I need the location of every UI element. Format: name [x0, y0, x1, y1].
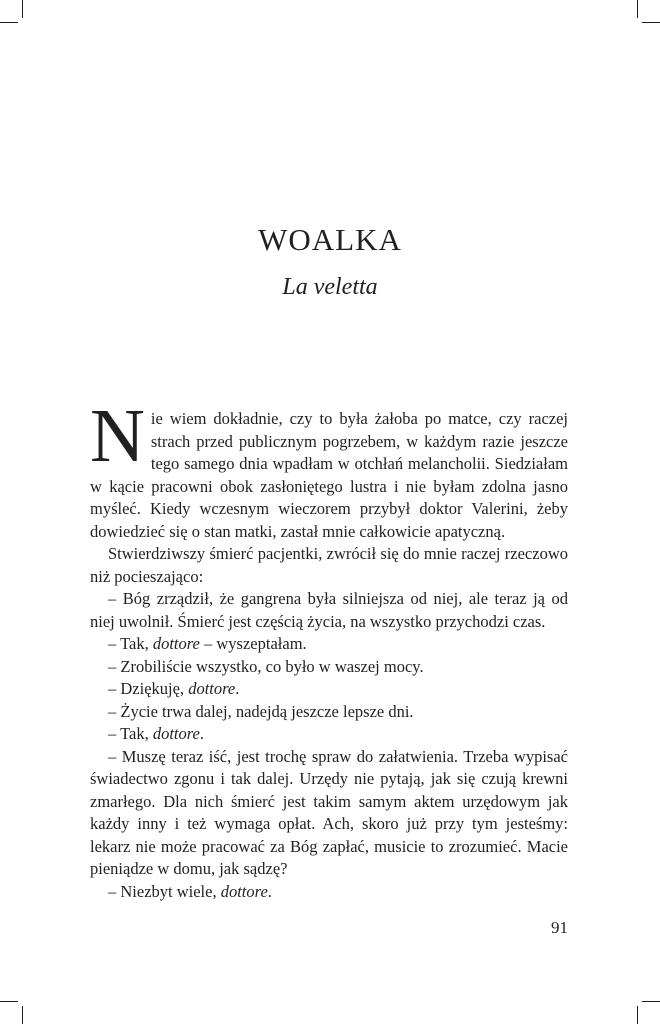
- paragraph-4-em: dottore: [152, 634, 200, 653]
- page-number: 91: [551, 918, 568, 937]
- crop-mark-bottom-right-h: [642, 1001, 660, 1002]
- crop-mark-top-left: [22, 0, 23, 18]
- paragraph-9: – Muszę teraz iść, jest trochę spraw do załatwienia. Trzeba wypisać świadectwo zgonu i tak dalej. Urzędy nie pytają, jak się czują krewni zmarłego. Dla nich śmierć jest takim samym aktem urzędowym jak każdy inny i też wymaga opłat. Ach, skoro już przy tym jesteśmy: lekarz nie może pracować za Bóg zapłać, musicie to zrozumieć. Macie pieniądze w domu, jak sądzę?: [90, 746, 568, 878]
- paragraph-5: – Zrobiliście wszystko, co było w waszej mocy.: [108, 656, 424, 676]
- paragraph-6-pre: – Dziękuję,: [108, 679, 189, 698]
- chapter-title: WOALKA: [258, 222, 402, 257]
- chapter-body: [90, 394, 568, 903]
- paragraph-10-post: .: [267, 881, 272, 901]
- paragraph-4-post: – wyszeptałam.: [199, 634, 307, 653]
- paragraph-8-pre: – Tak,: [108, 724, 153, 743]
- paragraph-1: [90, 394, 568, 543]
- paragraph-10-pre: – Niezbyt wiele,: [108, 881, 221, 901]
- crop-mark-bottom-left-h: [0, 1001, 18, 1002]
- paragraph-10: [90, 881, 568, 904]
- paragraph-4: [90, 633, 568, 656]
- paragraph-4-pre: – Tak,: [108, 634, 153, 653]
- crop-mark-top-left-h: [0, 22, 18, 23]
- paragraph-1-text: ie wiem dokładnie, czy to była żałoba po matce, czy raczej strach przed publicznym pogrzebem, w każdym razie jeszcze tego samego dnia wpadłam w otchłań melancholii. Siedziałam w kącie pracowni obok zasłoniętego lustra i nie byłam zdolna jasno myśleć. Kiedy wczesnym wieczorem przybył doktor Valerini, żeby dowiedzieć się o stan matki, zastał mnie całkowicie apatyczną.: [90, 409, 568, 541]
- crop-mark-bottom-right: [637, 1006, 638, 1024]
- crop-mark-top-right: [637, 0, 638, 18]
- paragraph-6: [90, 678, 568, 701]
- crop-mark-bottom-left: [22, 1006, 23, 1024]
- paragraph-6-post: .: [235, 679, 240, 698]
- crop-mark-top-right-h: [642, 22, 660, 23]
- drop-cap: N: [90, 394, 145, 478]
- paragraph-3: – Bóg zrządził, że gangrena była silniejsza od niej, ale teraz ją od niej uwolnił. Śmierć jest częścią życia, na wszystko przychodzi czas.: [90, 589, 568, 631]
- paragraph-10-em: dottore: [220, 881, 268, 901]
- paragraph-8-post: .: [199, 724, 205, 743]
- chapter-subtitle: La veletta: [282, 274, 378, 300]
- paragraph-2: Stwierdziwszy śmierć pacjentki, zwrócił się do mnie raczej rzeczowo niż pocieszająco:: [90, 544, 568, 586]
- paragraph-8: [90, 723, 568, 746]
- paragraph-6-em: dottore: [188, 679, 236, 698]
- paragraph-7: – Życie trwa dalej, nadejdą jeszcze lepsze dni.: [108, 701, 414, 721]
- paragraph-8-em: dottore: [152, 724, 200, 743]
